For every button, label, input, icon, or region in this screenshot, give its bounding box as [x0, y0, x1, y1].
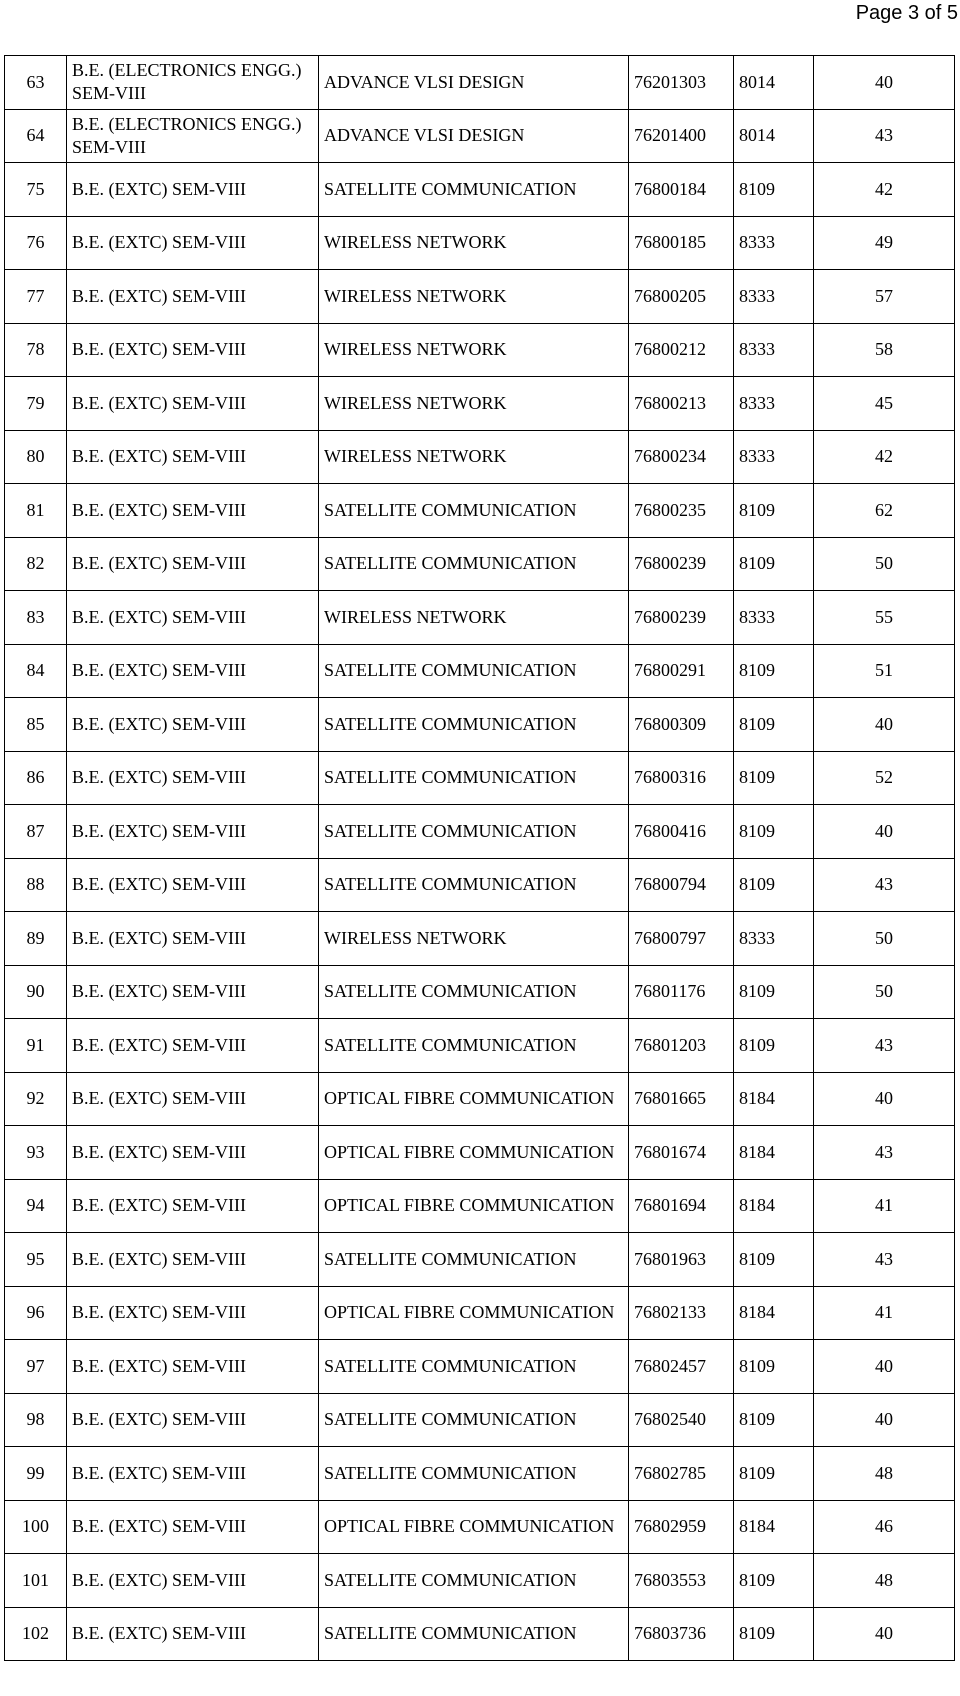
serial-number-cell: 86: [5, 751, 67, 805]
subject-code-cell: 8333: [734, 323, 814, 377]
course-cell: B.E. (EXTC) SEM-VIII: [67, 698, 319, 752]
course-cell: B.E. (EXTC) SEM-VIII: [67, 1286, 319, 1340]
table-row: [5, 377, 955, 431]
seat-number-cell: 76802959: [629, 1500, 734, 1554]
seat-number-cell: 76800794: [629, 858, 734, 912]
course-cell: B.E. (EXTC) SEM-VIII: [67, 484, 319, 538]
serial-number-cell: 92: [5, 1072, 67, 1126]
seat-number-cell: 76801176: [629, 965, 734, 1019]
subject-cell: WIRELESS NETWORK: [319, 216, 629, 270]
course-cell: B.E. (EXTC) SEM-VIII: [67, 912, 319, 966]
table-row: [5, 858, 955, 912]
serial-number-cell: 77: [5, 270, 67, 324]
course-cell: B.E. (EXTC) SEM-VIII: [67, 1179, 319, 1233]
serial-number-cell: 102: [5, 1607, 67, 1661]
table-row: [5, 805, 955, 859]
subject-code-cell: 8184: [734, 1500, 814, 1554]
marks-cell: 40: [814, 1072, 955, 1126]
subject-cell: SATELLITE COMMUNICATION: [319, 965, 629, 1019]
table-row: [5, 1607, 955, 1661]
seat-number-cell: 76800185: [629, 216, 734, 270]
subject-cell: SATELLITE COMMUNICATION: [319, 1607, 629, 1661]
table-row: [5, 484, 955, 538]
subject-cell: ADVANCE VLSI DESIGN: [319, 109, 629, 163]
table-row: [5, 698, 955, 752]
seat-number-cell: 76800213: [629, 377, 734, 431]
serial-number-cell: 94: [5, 1179, 67, 1233]
serial-number-cell: 64: [5, 109, 67, 163]
subject-cell: WIRELESS NETWORK: [319, 912, 629, 966]
seat-number-cell: 76800234: [629, 430, 734, 484]
subject-cell: OPTICAL FIBRE COMMUNICATION: [319, 1126, 629, 1180]
subject-cell: SATELLITE COMMUNICATION: [319, 805, 629, 859]
subject-cell: SATELLITE COMMUNICATION: [319, 1340, 629, 1394]
subject-cell: SATELLITE COMMUNICATION: [319, 1393, 629, 1447]
marks-cell: 62: [814, 484, 955, 538]
subject-code-cell: 8333: [734, 912, 814, 966]
seat-number-cell: 76201303: [629, 56, 734, 110]
table-row: [5, 109, 955, 163]
table-row: [5, 591, 955, 645]
serial-number-cell: 84: [5, 644, 67, 698]
subject-code-cell: 8184: [734, 1179, 814, 1233]
serial-number-cell: 96: [5, 1286, 67, 1340]
serial-number-cell: 89: [5, 912, 67, 966]
seat-number-cell: 76801963: [629, 1233, 734, 1287]
subject-code-cell: 8109: [734, 1393, 814, 1447]
serial-number-cell: 76: [5, 216, 67, 270]
seat-number-cell: 76800235: [629, 484, 734, 538]
serial-number-cell: 100: [5, 1500, 67, 1554]
subject-cell: OPTICAL FIBRE COMMUNICATION: [319, 1179, 629, 1233]
subject-cell: OPTICAL FIBRE COMMUNICATION: [319, 1286, 629, 1340]
marks-cell: 43: [814, 1233, 955, 1287]
subject-code-cell: 8109: [734, 484, 814, 538]
subject-code-cell: 8109: [734, 805, 814, 859]
subject-code-cell: 8184: [734, 1072, 814, 1126]
course-cell: B.E. (ELECTRONICS ENGG.) SEM-VIII: [67, 56, 319, 110]
course-cell: B.E. (EXTC) SEM-VIII: [67, 163, 319, 217]
seat-number-cell: 76800316: [629, 751, 734, 805]
marks-cell: 43: [814, 109, 955, 163]
serial-number-cell: 101: [5, 1554, 67, 1608]
seat-number-cell: 76801665: [629, 1072, 734, 1126]
marks-cell: 49: [814, 216, 955, 270]
serial-number-cell: 88: [5, 858, 67, 912]
serial-number-cell: 93: [5, 1126, 67, 1180]
subject-cell: ADVANCE VLSI DESIGN: [319, 56, 629, 110]
seat-number-cell: 76801694: [629, 1179, 734, 1233]
seat-number-cell: 76800797: [629, 912, 734, 966]
course-cell: B.E. (EXTC) SEM-VIII: [67, 270, 319, 324]
subject-code-cell: 8109: [734, 1233, 814, 1287]
marks-cell: 41: [814, 1286, 955, 1340]
marks-cell: 52: [814, 751, 955, 805]
table-row: [5, 1072, 955, 1126]
table-row: [5, 323, 955, 377]
table-row: [5, 1019, 955, 1073]
subject-code-cell: 8109: [734, 1607, 814, 1661]
subject-cell: SATELLITE COMMUNICATION: [319, 1554, 629, 1608]
seat-number-cell: 76802785: [629, 1447, 734, 1501]
serial-number-cell: 81: [5, 484, 67, 538]
course-cell: B.E. (EXTC) SEM-VIII: [67, 1393, 319, 1447]
subject-cell: WIRELESS NETWORK: [319, 591, 629, 645]
marks-cell: 40: [814, 805, 955, 859]
marks-cell: 40: [814, 56, 955, 110]
serial-number-cell: 83: [5, 591, 67, 645]
serial-number-cell: 82: [5, 537, 67, 591]
subject-cell: WIRELESS NETWORK: [319, 270, 629, 324]
marks-cell: 41: [814, 1179, 955, 1233]
seat-number-cell: 76201400: [629, 109, 734, 163]
subject-cell: OPTICAL FIBRE COMMUNICATION: [319, 1500, 629, 1554]
serial-number-cell: 90: [5, 965, 67, 1019]
table-row: [5, 1233, 955, 1287]
table-row: [5, 965, 955, 1019]
table-row: [5, 912, 955, 966]
table-row: [5, 751, 955, 805]
course-cell: B.E. (EXTC) SEM-VIII: [67, 1233, 319, 1287]
serial-number-cell: 95: [5, 1233, 67, 1287]
subject-code-cell: 8109: [734, 163, 814, 217]
results-table-body: [5, 56, 955, 1661]
course-cell: B.E. (EXTC) SEM-VIII: [67, 965, 319, 1019]
course-cell: B.E. (EXTC) SEM-VIII: [67, 1607, 319, 1661]
subject-cell: SATELLITE COMMUNICATION: [319, 751, 629, 805]
course-cell: B.E. (EXTC) SEM-VIII: [67, 537, 319, 591]
course-cell: B.E. (EXTC) SEM-VIII: [67, 751, 319, 805]
subject-code-cell: 8014: [734, 56, 814, 110]
table-row: [5, 537, 955, 591]
subject-code-cell: 8109: [734, 858, 814, 912]
course-cell: B.E. (ELECTRONICS ENGG.) SEM-VIII: [67, 109, 319, 163]
subject-cell: SATELLITE COMMUNICATION: [319, 644, 629, 698]
marks-cell: 40: [814, 1607, 955, 1661]
course-cell: B.E. (EXTC) SEM-VIII: [67, 1554, 319, 1608]
marks-cell: 48: [814, 1447, 955, 1501]
subject-code-cell: 8333: [734, 377, 814, 431]
table-row: [5, 1500, 955, 1554]
subject-code-cell: 8109: [734, 751, 814, 805]
course-cell: B.E. (EXTC) SEM-VIII: [67, 1447, 319, 1501]
subject-code-cell: 8109: [734, 1554, 814, 1608]
table-row: [5, 644, 955, 698]
seat-number-cell: 76800239: [629, 591, 734, 645]
table-row: [5, 1340, 955, 1394]
subject-code-cell: 8109: [734, 1019, 814, 1073]
course-cell: B.E. (EXTC) SEM-VIII: [67, 1126, 319, 1180]
subject-cell: WIRELESS NETWORK: [319, 430, 629, 484]
table-row: [5, 1179, 955, 1233]
marks-cell: 40: [814, 698, 955, 752]
seat-number-cell: 76802540: [629, 1393, 734, 1447]
subject-cell: WIRELESS NETWORK: [319, 323, 629, 377]
marks-cell: 43: [814, 1019, 955, 1073]
table-row: [5, 56, 955, 110]
subject-cell: SATELLITE COMMUNICATION: [319, 1447, 629, 1501]
marks-cell: 43: [814, 858, 955, 912]
serial-number-cell: 78: [5, 323, 67, 377]
course-cell: B.E. (EXTC) SEM-VIII: [67, 591, 319, 645]
marks-cell: 50: [814, 912, 955, 966]
subject-code-cell: 8109: [734, 1340, 814, 1394]
course-cell: B.E. (EXTC) SEM-VIII: [67, 1072, 319, 1126]
course-cell: B.E. (EXTC) SEM-VIII: [67, 805, 319, 859]
table-row: [5, 1126, 955, 1180]
results-table: [4, 55, 955, 1661]
subject-cell: SATELLITE COMMUNICATION: [319, 163, 629, 217]
marks-cell: 40: [814, 1340, 955, 1394]
table-row: [5, 1393, 955, 1447]
marks-cell: 55: [814, 591, 955, 645]
page-indicator: Page 3 of 5: [855, 2, 958, 24]
serial-number-cell: 87: [5, 805, 67, 859]
seat-number-cell: 76800239: [629, 537, 734, 591]
table-row: [5, 163, 955, 217]
course-cell: B.E. (EXTC) SEM-VIII: [67, 1019, 319, 1073]
marks-cell: 42: [814, 430, 955, 484]
seat-number-cell: 76801203: [629, 1019, 734, 1073]
seat-number-cell: 76800184: [629, 163, 734, 217]
course-cell: B.E. (EXTC) SEM-VIII: [67, 644, 319, 698]
subject-code-cell: 8109: [734, 537, 814, 591]
marks-cell: 46: [814, 1500, 955, 1554]
subject-code-cell: 8333: [734, 216, 814, 270]
subject-code-cell: 8109: [734, 965, 814, 1019]
subject-code-cell: 8109: [734, 698, 814, 752]
marks-cell: 50: [814, 537, 955, 591]
table-row: [5, 1286, 955, 1340]
table-row: [5, 430, 955, 484]
subject-cell: OPTICAL FIBRE COMMUNICATION: [319, 1072, 629, 1126]
serial-number-cell: 97: [5, 1340, 67, 1394]
table-row: [5, 1554, 955, 1608]
marks-cell: 45: [814, 377, 955, 431]
seat-number-cell: 76801674: [629, 1126, 734, 1180]
subject-code-cell: 8109: [734, 644, 814, 698]
seat-number-cell: 76802457: [629, 1340, 734, 1394]
serial-number-cell: 63: [5, 56, 67, 110]
seat-number-cell: 76803736: [629, 1607, 734, 1661]
serial-number-cell: 99: [5, 1447, 67, 1501]
serial-number-cell: 98: [5, 1393, 67, 1447]
seat-number-cell: 76800205: [629, 270, 734, 324]
serial-number-cell: 91: [5, 1019, 67, 1073]
seat-number-cell: 76800309: [629, 698, 734, 752]
seat-number-cell: 76800212: [629, 323, 734, 377]
marks-cell: 57: [814, 270, 955, 324]
course-cell: B.E. (EXTC) SEM-VIII: [67, 430, 319, 484]
table-row: [5, 216, 955, 270]
table-row: [5, 1447, 955, 1501]
subject-cell: SATELLITE COMMUNICATION: [319, 858, 629, 912]
subject-cell: SATELLITE COMMUNICATION: [319, 1233, 629, 1287]
serial-number-cell: 79: [5, 377, 67, 431]
subject-code-cell: 8333: [734, 270, 814, 324]
marks-cell: 58: [814, 323, 955, 377]
subject-code-cell: 8109: [734, 1447, 814, 1501]
serial-number-cell: 75: [5, 163, 67, 217]
serial-number-cell: 80: [5, 430, 67, 484]
subject-cell: SATELLITE COMMUNICATION: [319, 698, 629, 752]
course-cell: B.E. (EXTC) SEM-VIII: [67, 858, 319, 912]
subject-code-cell: 8014: [734, 109, 814, 163]
subject-cell: WIRELESS NETWORK: [319, 377, 629, 431]
seat-number-cell: 76803553: [629, 1554, 734, 1608]
seat-number-cell: 76800291: [629, 644, 734, 698]
marks-cell: 40: [814, 1393, 955, 1447]
marks-cell: 43: [814, 1126, 955, 1180]
subject-code-cell: 8333: [734, 591, 814, 645]
marks-cell: 48: [814, 1554, 955, 1608]
course-cell: B.E. (EXTC) SEM-VIII: [67, 1340, 319, 1394]
subject-code-cell: 8184: [734, 1286, 814, 1340]
course-cell: B.E. (EXTC) SEM-VIII: [67, 377, 319, 431]
subject-cell: SATELLITE COMMUNICATION: [319, 484, 629, 538]
marks-cell: 51: [814, 644, 955, 698]
course-cell: B.E. (EXTC) SEM-VIII: [67, 216, 319, 270]
subject-cell: SATELLITE COMMUNICATION: [319, 1019, 629, 1073]
seat-number-cell: 76800416: [629, 805, 734, 859]
subject-code-cell: 8184: [734, 1126, 814, 1180]
serial-number-cell: 85: [5, 698, 67, 752]
course-cell: B.E. (EXTC) SEM-VIII: [67, 323, 319, 377]
marks-cell: 42: [814, 163, 955, 217]
seat-number-cell: 76802133: [629, 1286, 734, 1340]
subject-cell: SATELLITE COMMUNICATION: [319, 537, 629, 591]
subject-code-cell: 8333: [734, 430, 814, 484]
course-cell: B.E. (EXTC) SEM-VIII: [67, 1500, 319, 1554]
marks-cell: 50: [814, 965, 955, 1019]
table-row: [5, 270, 955, 324]
